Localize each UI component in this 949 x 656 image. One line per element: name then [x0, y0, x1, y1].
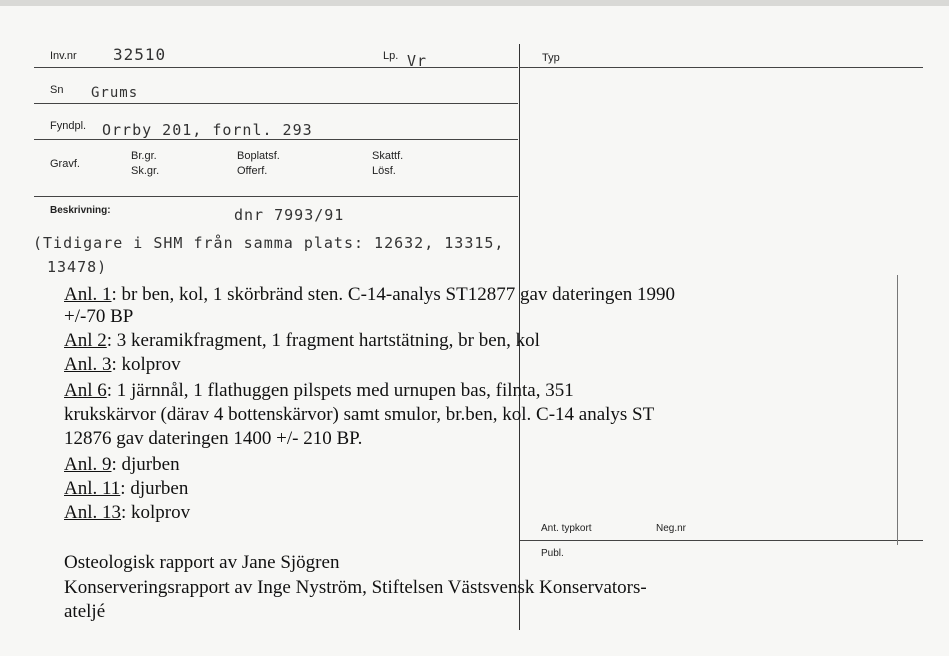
row-line-fyndpl: [34, 139, 518, 140]
anl6-text: : 1 järnnål, 1 flathuggen pilspets med urnupen bas, filnta, 351: [106, 380, 574, 401]
offerf-label: Offerf.: [237, 165, 268, 177]
anl9-text: : djurben: [111, 454, 180, 475]
anl6-line-2: krukskärvor (därav 4 bottenskärvor) samt smulor, br.ben, kol. C-14 analys ST: [64, 404, 655, 425]
anl6-line-3: 12876 gav dateringen 1400 +/- 210 BP.: [64, 428, 363, 449]
anl2-label: Anl 2: [64, 330, 107, 351]
anl2-line: [64, 330, 540, 352]
invnr-value: 32510: [113, 45, 167, 64]
anl9-label: Anl. 9: [64, 454, 112, 475]
sn-value: Grums: [91, 85, 139, 101]
anl1-text: : br ben, kol, 1 skörbränd sten. C-14-analys ST12877 gav dateringen 1990: [111, 284, 676, 305]
row-line-typ: [519, 67, 923, 68]
losf-label: Lösf.: [372, 165, 396, 177]
row-line-sn: [34, 103, 518, 104]
lp-label: Lp.: [383, 50, 399, 62]
ant-typkort-label: Ant. typkort: [541, 523, 592, 534]
anl11-label: Anl. 11: [64, 478, 121, 499]
anl3-line: [64, 354, 181, 376]
anl1-line-2: +/-70 BP: [64, 306, 134, 327]
anl13-label: Anl. 13: [64, 502, 121, 523]
row-line-invnr: [34, 67, 518, 68]
skgr-label: Sk.gr.: [131, 165, 160, 177]
anl6-label: Anl 6: [64, 380, 107, 401]
right-margin-line: [897, 275, 898, 545]
neg-nr-label: Neg.nr: [656, 523, 687, 534]
anl11-line: [64, 478, 188, 500]
anl9-line: [64, 454, 180, 476]
anl6-line: [64, 380, 574, 402]
anl1-line: [64, 284, 675, 306]
boplatsf-label: Boplatsf.: [237, 150, 280, 162]
tidigare-line-1: (Tidigare i SHM från samma plats: 12632, 13315,: [33, 234, 505, 252]
anl13-line: [64, 502, 190, 524]
sn-label: Sn: [50, 84, 64, 96]
invnr-label: Inv.nr: [50, 50, 77, 62]
skattf-label: Skattf.: [372, 150, 404, 162]
anl2-text: : 3 keramikfragment, 1 fragment hartstätning, br ben, kol: [106, 330, 540, 351]
tidigare-line-2: 13478): [47, 258, 108, 276]
typ-label: Typ: [542, 52, 560, 64]
beskrivning-label: Beskrivning:: [50, 205, 111, 216]
row-line-gravf: [34, 196, 518, 197]
konserv-line-1: Konserveringsrapport av Inge Nyström, Stiftelsen Västsvensk Konservators-: [64, 577, 647, 598]
anl3-text: : kolprov: [111, 354, 181, 375]
scan-edge: [0, 0, 949, 6]
konserv-line-2: ateljé: [64, 601, 106, 622]
anl13-text: : kolprov: [121, 502, 191, 523]
publ-label: Publ.: [541, 548, 564, 559]
osteo-line: Osteologisk rapport av Jane Sjögren: [64, 552, 340, 573]
row-line-anttypkort: [519, 540, 923, 541]
fyndpl-value: Orrby 201, fornl. 293: [102, 121, 313, 139]
anl1-label: Anl. 1: [64, 284, 112, 305]
anl11-text: : djurben: [120, 478, 189, 499]
gravf-label: Gravf.: [50, 158, 80, 170]
lp-value: Vr: [407, 52, 428, 70]
brgr-label: Br.gr.: [131, 150, 157, 162]
fyndpl-label: Fyndpl.: [50, 120, 87, 132]
dnr-text: dnr 7993/91: [234, 206, 345, 224]
anl3-label: Anl. 3: [64, 354, 112, 375]
